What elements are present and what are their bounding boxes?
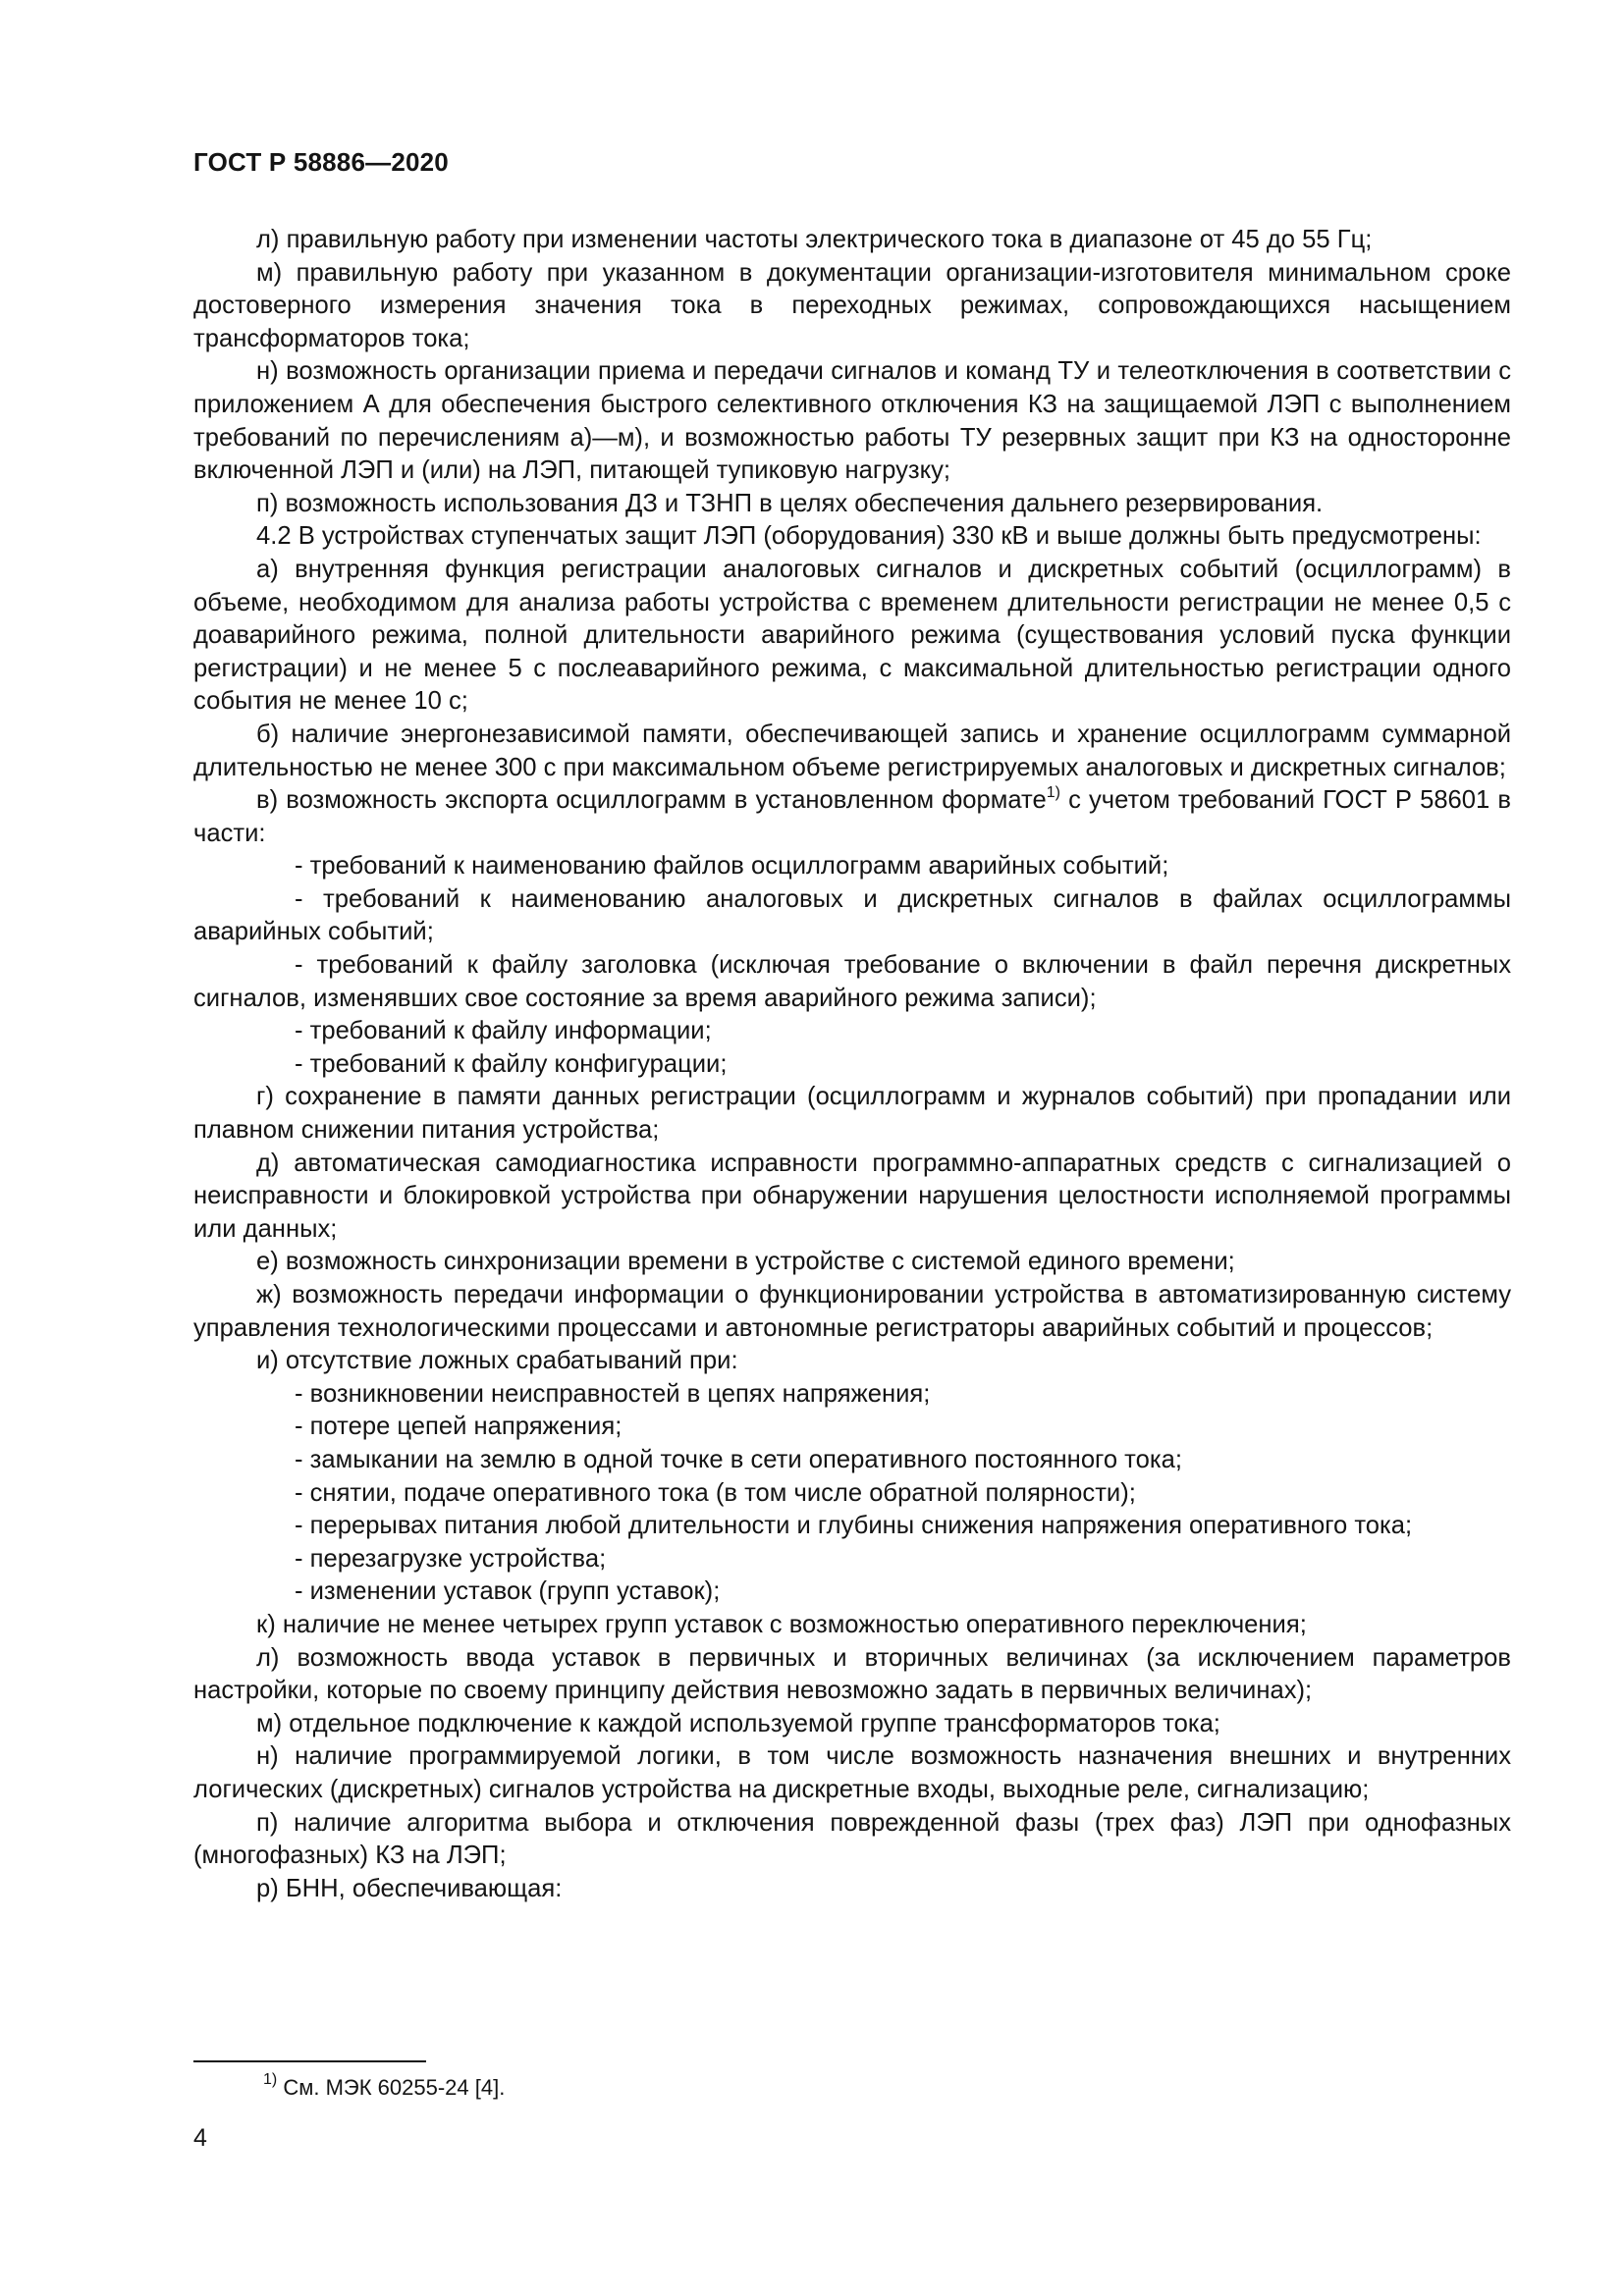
dash-item: - требований к файлу заголовка (исключая требование о включении в файл перечня дискретных сигналов, изменявших свое состояние за время аварийного режима записи); (193, 951, 1511, 1012)
list-item: - снятии, подаче оперативного тока (в том числе обратной полярности); (295, 1478, 1136, 1507)
document-body (193, 224, 1511, 1905)
section-paragraph: 4.2 В устройствах ступенчатых защит ЛЭП (оборудования) 330 кВ и выше должны быть предусмотрены: (256, 522, 1482, 551)
paragraph: н) возможность организации приема и передачи сигналов и команд ТУ и телеотключения в соответствии с приложением А для обеспечения быстрого селективного отключения КЗ на защищаемой ЛЭП с выполнением требований по перечислениям а)—м), и возможностью работы ТУ резервных защит при КЗ на односторонне включенной ЛЭП и (или) на ЛЭП, питающей тупиковую нагрузку; (193, 357, 1511, 485)
paragraph: к) наличие не менее четырех групп уставок с возможностью оперативного переключения; (256, 1610, 1307, 1638)
paragraph: м) правильную работу при указанном в документации организации-изготовителя минимальном сроке достоверного измерения значения тока в переходных режимах, сопровождающихся насыщением трансформаторов тока; (193, 258, 1511, 352)
page-number: 4 (193, 2124, 207, 2152)
document-header: ГОСТ Р 58886—2020 (193, 147, 449, 177)
paragraph: е) возможность синхронизации времени в устройстве с системой единого времени; (256, 1248, 1235, 1276)
dash-item: - требований к файлу конфигурации; (295, 1049, 728, 1078)
paragraph-text: в) возможность экспорта осциллограмм в установленном формате (256, 786, 1047, 815)
paragraph: л) правильную работу при изменении частоты электрического тока в диапазоне от 45 до 55 Гц; (256, 226, 1373, 253)
paragraph: г) сохранение в памяти данных регистрации (осциллограмм и журналов событий) при пропадании или плавном снижении питания устройства; (193, 1083, 1511, 1145)
paragraph: л) возможность ввода уставок в первичных и вторичных величинах (за исключением параметров настройки, которые по своему принципу действия невозможно задать в первичных величинах); (193, 1643, 1511, 1705)
paragraph: д) автоматическая самодиагностика исправности программно-аппаратных средств с сигнализацией о неисправности и блокировкой устройства при обнаружении нарушения целостности исполняемой программы или данных; (193, 1148, 1511, 1243)
list-item: - возникновении неисправностей в цепях напряжения; (295, 1379, 931, 1408)
paragraph: и) отсутствие ложных срабатываний при: (256, 1347, 738, 1375)
paragraph: п) возможность использования ДЗ и ТЗНП в целях обеспечения дальнего резервирования. (256, 489, 1324, 517)
list-item: - перерывах питания любой длительности и глубины снижения напряжения оперативного тока; (295, 1512, 1413, 1540)
footnote-reference[interactable]: 1) (1046, 783, 1060, 801)
footnote-marker: 1) (263, 2070, 278, 2088)
list-item: - изменении уставок (групп уставок); (295, 1577, 721, 1606)
paragraph-with-footnote (193, 784, 1511, 850)
paragraph: р) БНН, обеспечивающая: (256, 1874, 563, 1902)
footnote-separator (193, 2060, 426, 2062)
dash-item: - требований к наименованию аналоговых и дискретных сигналов в файлах осциллограммы аварийных событий; (193, 884, 1511, 946)
dash-item: - требований к наименованию файлов осциллограмм аварийных событий; (295, 852, 1169, 881)
list-item: - потере цепей напряжения; (295, 1413, 623, 1441)
paragraph: ж) возможность передачи информации о функционировании устройства в автоматизированную систему управления технологическими процессами и автономные регистраторы аварийных событий и процессов; (193, 1281, 1511, 1342)
paragraph: м) отдельное подключение к каждой используемой группе трансформаторов тока; (256, 1709, 1220, 1737)
footnote (263, 2070, 506, 2102)
paragraph: б) наличие энергонезависимой памяти, обеспечивающей запись и хранение осциллограмм суммарной длительностью не менее 300 с при максимальном объеме регистрируемых аналоговых и дискретных сигналов; (193, 720, 1511, 781)
paragraph-text: с учетом требований ГОСТ Р 58601 в части: (193, 786, 1512, 847)
paragraph: н) наличие программируемой логики, в том числе возможность назначения внешних и внутренних логических (дискретных) сигналов устройства на дискретные входы, выходные реле, сигнализацию; (193, 1742, 1511, 1803)
list-item: - замыкании на землю в одной точке в сети оперативного постоянного тока; (295, 1445, 1182, 1473)
dash-item: - требований к файлу информации; (295, 1017, 712, 1045)
list-item: - перезагрузке устройства; (295, 1544, 607, 1573)
footnote-text: См. МЭК 60255-24 [4]. (277, 2075, 506, 2100)
paragraph: п) наличие алгоритма выбора и отключения поврежденной фазы (трех фаз) ЛЭП при однофазных (многофазных) КЗ на ЛЭП; (193, 1808, 1511, 1870)
paragraph: а) внутренняя функция регистрации аналоговых сигналов и дискретных событий (осциллограмм) в объеме, необходимом для анализа работы устройства с временем длительности регистрации не менее 0,5 с доаварийного режима, полной длительности аварийного режима (существования условий пуска функции регистрации) и не менее 5 с послеаварийного режима, с максимальной длительностью регистрации одного события не менее 10 с; (193, 555, 1511, 716)
